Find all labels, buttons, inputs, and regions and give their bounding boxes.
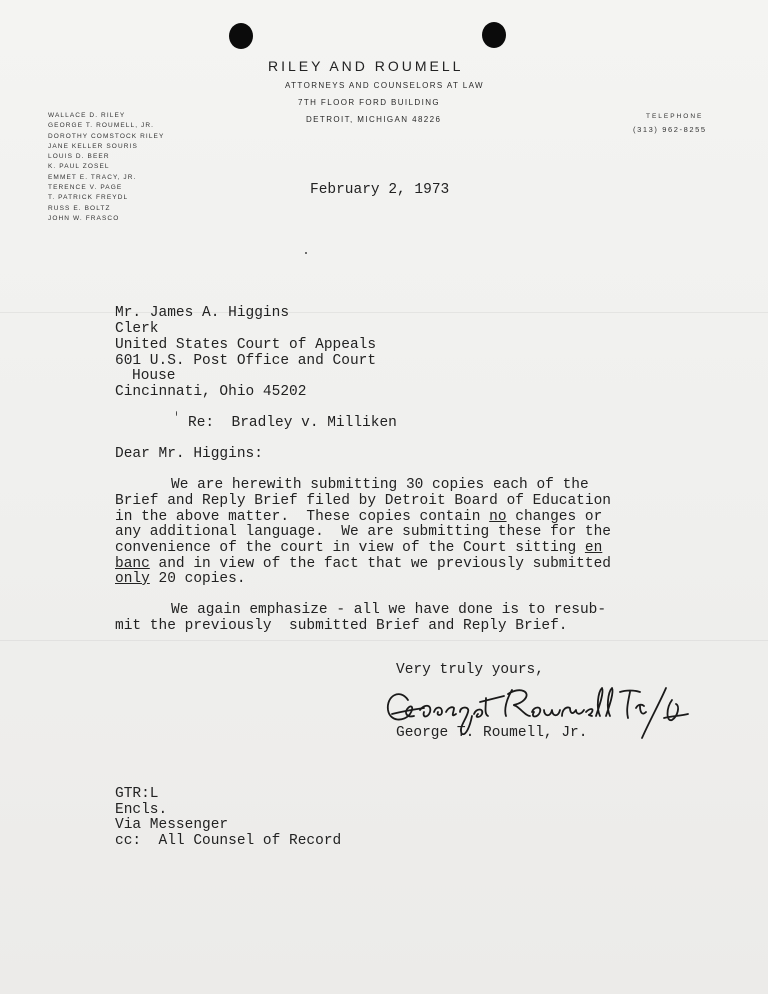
partner-name: T. PATRICK FREYDL	[48, 194, 129, 202]
recipient-address-line1: 601 U.S. Post Office and Court	[115, 353, 377, 369]
cc-line: cc: All Counsel of Record	[115, 833, 342, 849]
body-line: Brief and Reply Brief filed by Detroit Board of Education	[115, 493, 611, 509]
recipient-address-line2: House	[132, 368, 176, 384]
partner-name: DOROTHY COMSTOCK RILEY	[48, 132, 165, 140]
underlined-word: no	[489, 509, 507, 525]
body-text: and in view of the fact that we previously submitted	[149, 556, 611, 572]
signer-name: George T. Roumell, Jr.	[396, 725, 588, 741]
partner-name: JANE KELLER SOURIS	[48, 142, 138, 150]
closing: Very truly yours,	[396, 662, 544, 678]
firm-city: DETROIT, MICHIGAN 48226	[306, 115, 442, 124]
recipient-city: Cincinnati, Ohio 45202	[115, 384, 307, 400]
body-text: changes or	[506, 509, 603, 525]
partner-name: K. PAUL ZOSEL	[48, 163, 110, 171]
re-line	[188, 416, 397, 432]
firm-name: RILEY AND ROUMELL	[268, 58, 464, 74]
partner-name: LOUIS D. BEER	[48, 153, 110, 161]
recipient-org: United States Court of Appeals	[115, 337, 377, 353]
recipient-title: Clerk	[115, 321, 159, 337]
body-line	[115, 572, 246, 588]
body-text: convenience of the court in view of the Court sitting	[115, 540, 585, 556]
telephone-label: TELEPHONE	[646, 113, 704, 120]
re-label: Re:	[188, 415, 215, 431]
re-subject: Bradley v. Milliken	[231, 415, 397, 431]
body-line: We are herewith submitting 30 copies each of the	[171, 477, 589, 493]
underlined-word: en	[584, 540, 603, 556]
salutation: Dear Mr. Higgins:	[115, 446, 263, 462]
body-text: in the above matter. These copies contain	[115, 509, 490, 525]
delivery-note: Via Messenger	[115, 817, 229, 833]
recipient-name: Mr. James A. Higgins	[115, 305, 290, 321]
enclosures-note: Encls.	[115, 802, 168, 818]
partner-name: GEORGE T. ROUMELL, JR.	[48, 122, 155, 130]
partner-name: JOHN W. FRASCO	[48, 214, 120, 222]
firm-subtitle: ATTORNEYS AND COUNSELORS AT LAW	[285, 81, 484, 90]
fold-line	[0, 640, 768, 641]
partner-name: WALLACE D. RILEY	[48, 112, 126, 119]
underlined-word: only	[115, 571, 150, 587]
partner-name: EMMET E. TRACY, JR.	[48, 173, 137, 181]
partner-list	[48, 111, 164, 224]
underlined-word: banc	[115, 556, 150, 572]
body-line	[115, 541, 602, 557]
punch-hole-left	[229, 23, 253, 49]
body-line: We again emphasize - all we have done is to resub-	[171, 602, 607, 618]
paper-speck	[305, 252, 307, 254]
firm-building: 7TH FLOOR FORD BUILDING	[298, 98, 440, 107]
letter-date: February 2, 1973	[310, 182, 450, 198]
paper-speck	[176, 411, 177, 416]
body-text: 20 copies.	[149, 571, 246, 587]
partner-name: TERENCE V. PAGE	[48, 184, 123, 192]
body-line: any additional language. We are submitting these for the	[115, 524, 611, 540]
body-line: mit the previously submitted Brief and Reply Brief.	[115, 618, 568, 634]
telephone-number: (313) 962-8255	[633, 125, 707, 134]
partner-name: RUSS E. BOLTZ	[48, 204, 111, 212]
punch-hole-right	[482, 22, 506, 48]
typist-initials: GTR:L	[115, 786, 159, 802]
